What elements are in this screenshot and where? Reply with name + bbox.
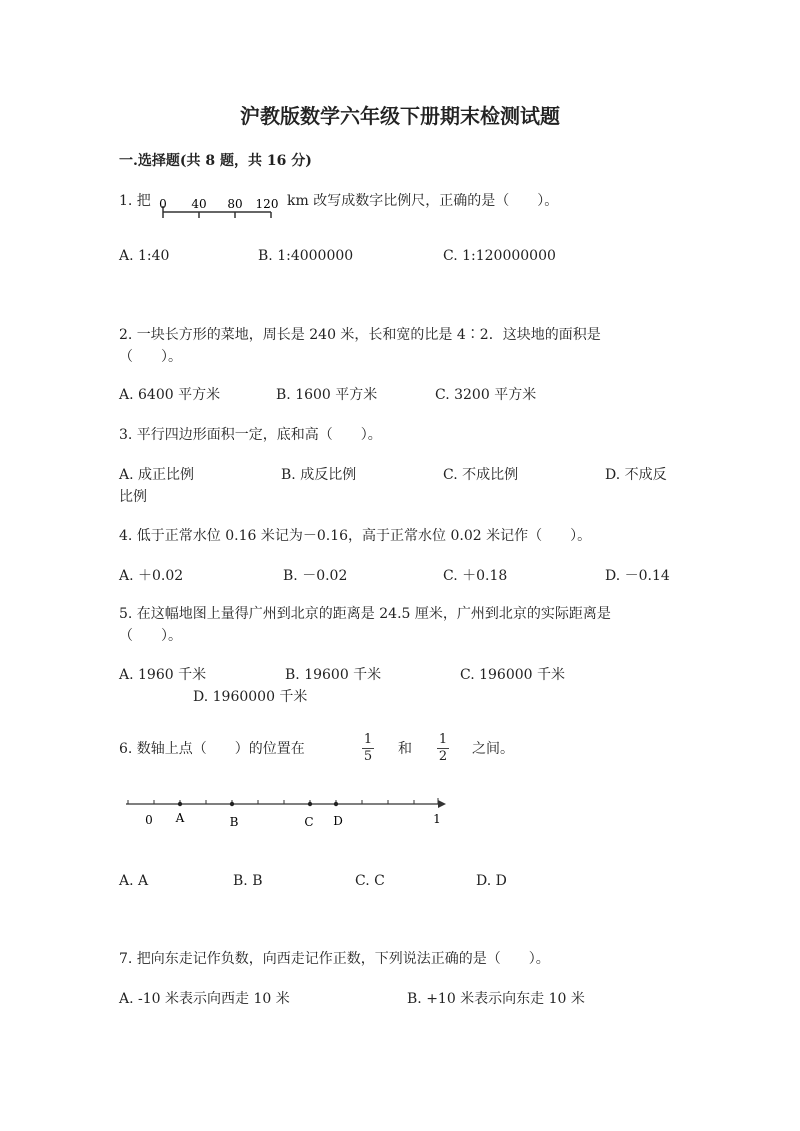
question-6-text: 6. 数轴上点（ ）的位置在: [119, 741, 305, 757]
fraction-numerator: 1: [363, 732, 373, 747]
question-3-option-c[interactable]: C. 不成比例: [443, 467, 519, 483]
question-6-option-b[interactable]: B. B: [233, 873, 263, 889]
question-4-option-a[interactable]: A. ＋0.02: [119, 568, 184, 584]
page-title: 沪教版数学六年级下册期末检测试题: [240, 104, 560, 128]
question-5-text-cont: （ ）。: [119, 628, 182, 644]
question-3-option-d[interactable]: D. 不成反: [605, 467, 667, 483]
fraction-denominator: 5: [363, 749, 373, 764]
question-1-suffix: km 改写成数字比例尺，正确的是（ ）。: [287, 193, 559, 209]
numberline-label: 1: [433, 812, 441, 826]
scale-label: 120: [255, 197, 279, 211]
question-4-option-b[interactable]: B. －0.02: [283, 568, 348, 584]
question-6-option-c[interactable]: C. C: [355, 873, 385, 889]
numberline-label: D: [333, 814, 343, 828]
question-3-option-a[interactable]: A. 成正比例: [119, 467, 195, 483]
question-2-text-cont: （ ）。: [119, 349, 182, 365]
numberline-label: C: [304, 815, 314, 829]
question-2-text: 2. 一块长方形的菜地，周长是 240 米，长和宽的比是 4∶2．这块地的面积是: [119, 327, 601, 343]
question-3-option-b[interactable]: B. 成反比例: [281, 467, 357, 483]
numberline-label: 0: [145, 813, 153, 827]
question-1-option-b[interactable]: B. 1:4000000: [258, 248, 354, 264]
scale-label: 0: [159, 197, 167, 211]
fraction-one-fifth: [362, 733, 374, 764]
fraction-denominator: 2: [438, 749, 448, 764]
question-7-option-b[interactable]: B. +10 米表示向东走 10 米: [407, 991, 585, 1007]
question-6-and: 和: [398, 741, 412, 757]
question-5-text: 5. 在这幅地图上量得广州到北京的距离是 24.5 厘米，广州到北京的实际距离是: [119, 606, 611, 622]
question-4-option-c[interactable]: C. ＋0.18: [443, 568, 508, 584]
fraction-one-half: [437, 733, 449, 764]
question-1-option-c[interactable]: C. 1:120000000: [443, 248, 556, 264]
numberline-label: A: [175, 811, 185, 825]
question-6-option-d[interactable]: D. D: [476, 873, 507, 889]
question-5-option-d[interactable]: D. 1960000 千米: [193, 689, 308, 705]
question-4-option-d[interactable]: D. －0.14: [605, 568, 670, 584]
question-5-option-a[interactable]: A. 1960 千米: [119, 667, 207, 683]
question-1-prefix: 1. 把: [119, 193, 151, 209]
question-5-option-b[interactable]: B. 19600 千米: [285, 667, 382, 683]
section-heading: 一.选择题(共 8 题，共 16 分): [119, 153, 312, 169]
question-2-option-b[interactable]: B. 1600 平方米: [276, 387, 378, 403]
question-7-option-a[interactable]: A. -10 米表示向西走 10 米: [119, 991, 290, 1007]
question-1-option-a[interactable]: A. 1:40: [119, 248, 170, 264]
scale-label: 80: [227, 197, 243, 211]
question-3-option-d-wrap: 比例: [119, 489, 147, 505]
question-4-text: 4. 低于正常水位 0.16 米记为－0.16，高于正常水位 0.02 米记作（ ）。: [119, 528, 592, 544]
question-6-option-a[interactable]: A. A: [119, 873, 149, 889]
question-7-text: 7. 把向东走记作负数，向西走记作正数，下列说法正确的是（ ）。: [119, 951, 550, 967]
question-6-text-end: 之间。: [472, 741, 514, 757]
fraction-numerator: 1: [438, 732, 448, 747]
numberline-label: B: [229, 815, 239, 829]
question-2-option-c[interactable]: C. 3200 平方米: [435, 387, 537, 403]
question-5-option-c[interactable]: C. 196000 千米: [460, 667, 566, 683]
question-3-text: 3. 平行四边形面积一定，底和高（ ）。: [119, 427, 382, 443]
number-line-diagram: [120, 790, 460, 835]
scale-label: 40: [191, 197, 207, 211]
question-2-option-a[interactable]: A. 6400 平方米: [119, 387, 221, 403]
scale-bar-icon: [155, 194, 285, 226]
